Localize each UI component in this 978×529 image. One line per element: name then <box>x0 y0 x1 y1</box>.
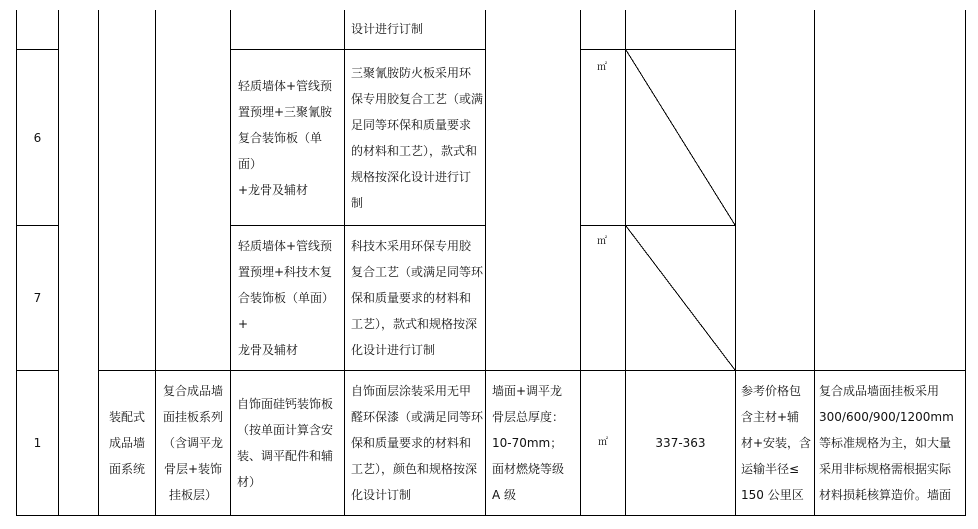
thickness-cell: 墙面+调平龙 骨层总厚度： 10-70mm； 面材燃烧等级 A 级 <box>492 384 565 502</box>
spec-row-1: 自饰面层涂装采用无甲 醛环保漆（或满足同等环 保和质量要求的材料和 工艺），颜色和规格按深 化设计订制 <box>351 384 484 502</box>
system-cell: 装配式 成品墙 面系统 <box>108 410 145 476</box>
item-row-1: 自饰面硅钙装饰板 （按单面计算含安 装、调平配件和辅 材） <box>237 397 334 489</box>
item-row-6: 轻质墙体+管线预 置预埋+三聚氰胺 复合装饰板（单面） +龙骨及辅材 <box>238 78 333 197</box>
remark-cell: 复合成品墙面挂板采用 300/600/900/1200mm 等标准规格为主，如大量 采用非标规格需根据实际 材料损耗核算造价。墙面 <box>819 384 954 502</box>
row-number-1: 1 <box>33 436 42 450</box>
diagonal-row6 <box>626 50 735 225</box>
price-cell: 337-363 <box>655 436 706 450</box>
diagonal-row7 <box>626 226 735 370</box>
series-cell: 复合成品墙 面挂板系列 （含调平龙 骨层+装饰 挂板层） <box>162 384 223 502</box>
spec-row-6: 三聚氰胺防火板采用环 保专用胶复合工艺（或满 足同等环保和质量要求 的材料和工艺），款式和 规格按深化设计进行订 制 <box>351 65 483 210</box>
spec-tail-cell: 设计进行订制 <box>351 22 424 36</box>
price-note-cell: 参考价格包 含主材+辅 材+安装，含 运输半径≤ 150 公里区 <box>741 384 812 502</box>
spec-row-7: 科技木采用环保专用胶 复合工艺（或满足同等环 保和质量要求的材料和 工艺），款式和规格按深 化设计进行订制 <box>351 239 483 357</box>
row-number-6: 6 <box>33 130 42 145</box>
unit-row-1: ㎡ <box>598 437 608 448</box>
unit-row-6: ㎡ <box>597 62 607 73</box>
unit-row-7: ㎡ <box>597 236 607 247</box>
row-number-7: 7 <box>33 291 42 305</box>
item-row-7: 轻质墙体+管线预 置预埋+科技木复 合装饰板（单面）+ 龙骨及辅材 <box>238 239 335 357</box>
